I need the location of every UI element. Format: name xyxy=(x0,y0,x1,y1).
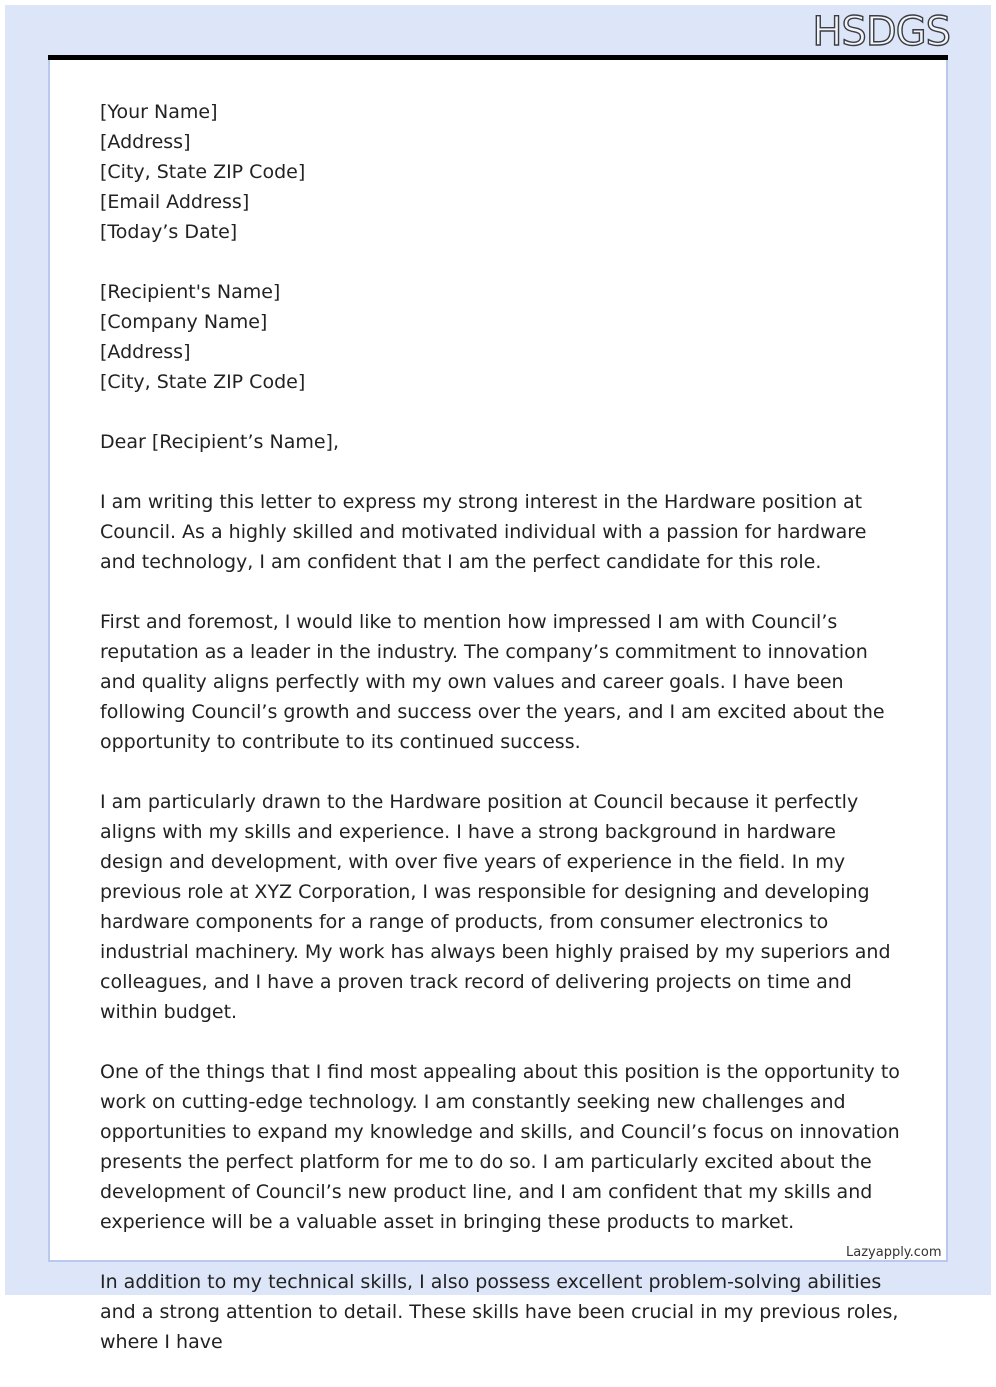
recipient-block xyxy=(100,277,900,397)
body-paragraph-3: I am particularly drawn to the Hardware position at Council because it perfectly aligns with my skills and experience. I have a strong background in hardware design and development, with over five years of experience in the field. In my previous role at XYZ Corporation, I was responsible for designing and developing hardware components for a range of products, from consumer electronics to industrial machinery. My work has always been highly praised by my superiors and colleagues, and I have a proven track record of delivering projects on time and within budget. xyxy=(100,791,891,1023)
brand-logo: HSDGS xyxy=(812,9,950,55)
footer-brand: Lazyapply.com xyxy=(846,1245,942,1260)
sender-name: [Your Name] xyxy=(100,101,218,123)
body-paragraph-2: First and foremost, I would like to mention how impressed I am with Council’s reputation as a leader in the industry. The company’s commitment to innovation and quality aligns perfectly with my own values and career goals. I have been following Council’s growth and success over the years, and I am excited about the opportunity to contribute to its continued success. xyxy=(100,611,885,753)
recipient-name: [Recipient's Name] xyxy=(100,281,281,303)
salutation: Dear [Recipient’s Name], xyxy=(100,431,339,453)
recipient-company: [Company Name] xyxy=(100,311,268,333)
sender-city-state-zip: [City, State ZIP Code] xyxy=(100,161,306,183)
body-paragraph-5: In addition to my technical skills, I also possess excellent problem-solving abilities and a strong attention to detail. These skills have been crucial in my previous roles, where I have xyxy=(100,1271,899,1353)
sender-email: [Email Address] xyxy=(100,191,250,213)
sender-block xyxy=(100,97,900,247)
recipient-city-state-zip: [City, State ZIP Code] xyxy=(100,371,306,393)
recipient-address: [Address] xyxy=(100,341,191,363)
letter-date: [Today’s Date] xyxy=(100,221,238,243)
letter-body xyxy=(100,97,900,1387)
body-paragraph-1: I am writing this letter to express my strong interest in the Hardware position at Council. As a highly skilled and motivated individual with a passion for hardware and technology, I am confident that I am the perfect candidate for this role. xyxy=(100,491,867,573)
body-paragraph-4: One of the things that I find most appealing about this position is the opportunity to work on cutting-edge technology. I am constantly seeking new challenges and opportunities to expand my knowledge and skills, and Council’s focus on innovation presents the perfect platform for me to do so. I am particularly excited about the development of Council’s new product line, and I am confident that my skills and experience will be a valuable asset in bringing these products to market. xyxy=(100,1061,900,1233)
sender-address: [Address] xyxy=(100,131,191,153)
